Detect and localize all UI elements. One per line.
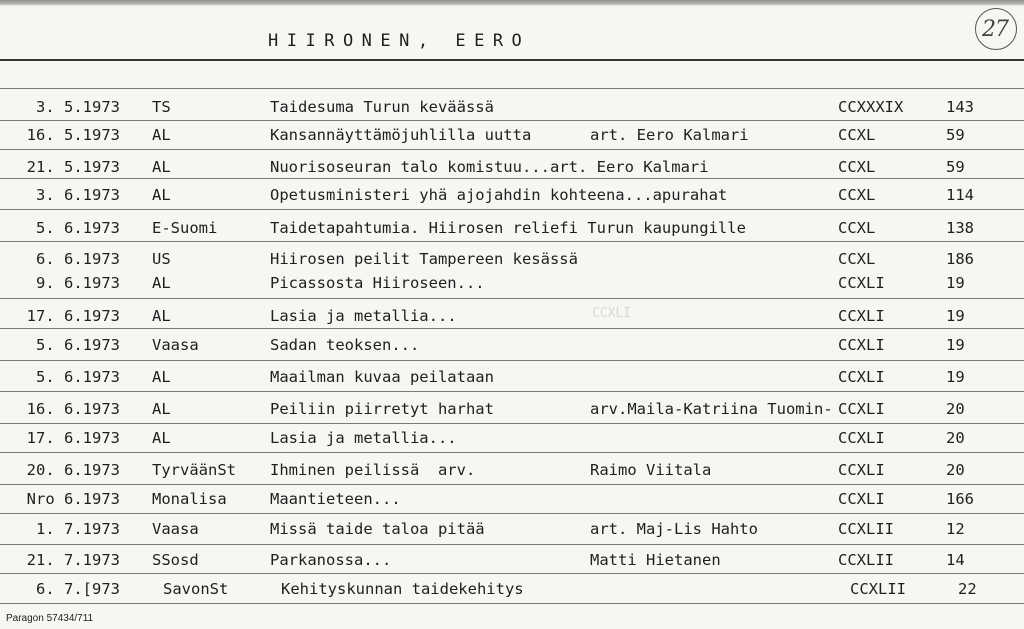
row-rule [0, 423, 1024, 424]
scan-top-edge [0, 0, 1024, 6]
entry-date: 3. 6.1973 [36, 186, 120, 204]
entry-author: Matti Hietanen [590, 551, 721, 569]
entry-volume: CCXLI [838, 336, 885, 354]
entry-title: Maailman kuvaa peilataan [270, 368, 494, 386]
entry-page: 138 [946, 219, 974, 237]
entry-source: AL [152, 274, 171, 292]
row-rule [0, 452, 1024, 453]
entry-volume: CCXL [838, 219, 876, 237]
row-rule [0, 544, 1024, 545]
entry-source: SavonSt [163, 580, 229, 598]
entry-date: 5. 6.1973 [36, 368, 120, 386]
entry-date: 20. 6.1973 [26, 461, 120, 479]
entry-title: Ihminen peilissä arv. [270, 461, 476, 479]
entry-page: 143 [946, 98, 974, 116]
entry-source: AL [152, 429, 171, 447]
row-rule [0, 513, 1024, 514]
entry-title: Missä taide taloa pitää [270, 520, 485, 538]
entry-page: 19 [946, 274, 965, 292]
entry-page: 59 [946, 126, 965, 144]
row-rule [0, 328, 1024, 329]
row-rule [0, 178, 1024, 179]
entry-source: E-Suomi [152, 219, 218, 237]
entry-date: 17. 6.1973 [26, 429, 120, 447]
entry-title: Kansannäyttämöjuhlilla uutta [270, 126, 532, 144]
entry-title: Sadan teoksen... [270, 336, 420, 354]
entry-volume: CCXL [838, 158, 876, 176]
entry-title: Nuorisoseuran talo komistuu...art. Eero Kalmari [270, 158, 709, 176]
entry-author: art. Maj-Lis Hahto [590, 520, 758, 538]
entry-source: AL [152, 126, 171, 144]
entry-volume: CCXL [838, 126, 876, 144]
entry-volume: CCXLI [838, 400, 885, 418]
entry-page: 59 [946, 158, 965, 176]
row-rule [0, 120, 1024, 121]
entry-source: TyrväänSt [152, 461, 236, 479]
page-number-stamp [975, 8, 1021, 54]
entry-page: 19 [946, 307, 965, 325]
entry-author: arv.Maila-Katriina Tuomin- [590, 400, 833, 418]
row-rule [0, 391, 1024, 392]
entry-date: 5. 6.1973 [36, 219, 120, 237]
row-rule [0, 209, 1024, 210]
entry-author: Raimo Viitala [590, 461, 712, 479]
row-rule [0, 241, 1024, 242]
entry-title: Parkanossa... [270, 551, 392, 569]
entry-date: 17. 6.1973 [26, 307, 120, 325]
entry-page: 20 [946, 429, 965, 447]
entry-title: Maantieteen... [270, 490, 401, 508]
entry-source: AL [152, 368, 171, 386]
entry-volume: CCXL [838, 250, 876, 268]
entry-volume: CCXLII [838, 551, 894, 569]
row-rule [0, 149, 1024, 150]
page-number: 27 [982, 17, 1008, 42]
entry-author: art. Eero Kalmari [590, 126, 749, 144]
entry-page: 22 [958, 580, 977, 598]
row-rule [0, 360, 1024, 361]
entry-date: 9. 6.1973 [36, 274, 120, 292]
entry-volume: CCXLI [838, 429, 885, 447]
entry-source: TS [152, 98, 171, 116]
entry-title: Taidetapahtumia. Hiirosen reliefi Turun kaupungille [270, 219, 746, 237]
entry-title: Hiirosen peilit Tampereen kesässä [270, 250, 578, 268]
entry-volume: CCXXXIX [838, 98, 904, 116]
entry-source: Vaasa [152, 520, 199, 538]
row-rule [0, 298, 1024, 299]
entry-page: 20 [946, 461, 965, 479]
entry-date: 6. 7.[973 [36, 580, 120, 598]
entry-page: 186 [946, 250, 974, 268]
row-rule [0, 88, 1024, 89]
row-rule [0, 573, 1024, 574]
entry-source: US [152, 250, 171, 268]
entry-title: Kehityskunnan taidekehitys [281, 580, 524, 598]
entry-date: 16. 5.1973 [26, 126, 120, 144]
entry-date: 21. 7.1973 [26, 551, 120, 569]
row-rule [0, 603, 1024, 604]
entry-source: AL [152, 307, 171, 325]
entry-page: 19 [946, 336, 965, 354]
entry-source: SSosd [152, 551, 199, 569]
entry-date: 1. 7.1973 [36, 520, 120, 538]
entry-title: Picassosta Hiiroseen... [270, 274, 485, 292]
entry-title: Taidesuma Turun keväässä [270, 98, 494, 116]
entry-source: Monalisa [152, 490, 227, 508]
entry-title: Lasia ja metallia... [270, 307, 457, 325]
entry-title: Lasia ja metallia... [270, 429, 457, 447]
entry-source: AL [152, 400, 171, 418]
card-footer: Paragon 57434/711 [6, 613, 94, 624]
entry-volume: CCXLI [838, 490, 885, 508]
card-title: HIIRONEN, EERO [268, 31, 531, 51]
entry-date: 16. 6.1973 [26, 400, 120, 418]
entry-page: 166 [946, 490, 974, 508]
row-rule [0, 484, 1024, 485]
entry-page: 114 [946, 186, 974, 204]
entry-date: 5. 6.1973 [36, 336, 120, 354]
entry-title: Opetusministeri yhä ajojahdin kohteena...apurahat [270, 186, 728, 204]
entry-date: 3. 5.1973 [36, 98, 120, 116]
entry-page: 20 [946, 400, 965, 418]
header-rule [0, 59, 1024, 61]
entry-volume: CCXL [838, 186, 876, 204]
entry-volume: CCXLII [850, 580, 906, 598]
entry-source: AL [152, 186, 171, 204]
entry-volume: CCXLII [838, 520, 894, 538]
entry-page: 12 [946, 520, 965, 538]
entry-date: 21. 5.1973 [26, 158, 120, 176]
entry-volume: CCXLI [838, 461, 885, 479]
faint-watermark-text: CCXLI [592, 306, 632, 321]
entry-source: AL [152, 158, 171, 176]
entry-volume: CCXLI [838, 307, 885, 325]
entry-volume: CCXLI [838, 274, 885, 292]
entry-date: Nro 6.1973 [26, 490, 120, 508]
entry-page: 19 [946, 368, 965, 386]
entry-volume: CCXLI [838, 368, 885, 386]
entry-page: 14 [946, 551, 965, 569]
entry-date: 6. 6.1973 [36, 250, 120, 268]
entry-title: Peiliin piirretyt harhat [270, 400, 494, 418]
entry-source: Vaasa [152, 336, 199, 354]
